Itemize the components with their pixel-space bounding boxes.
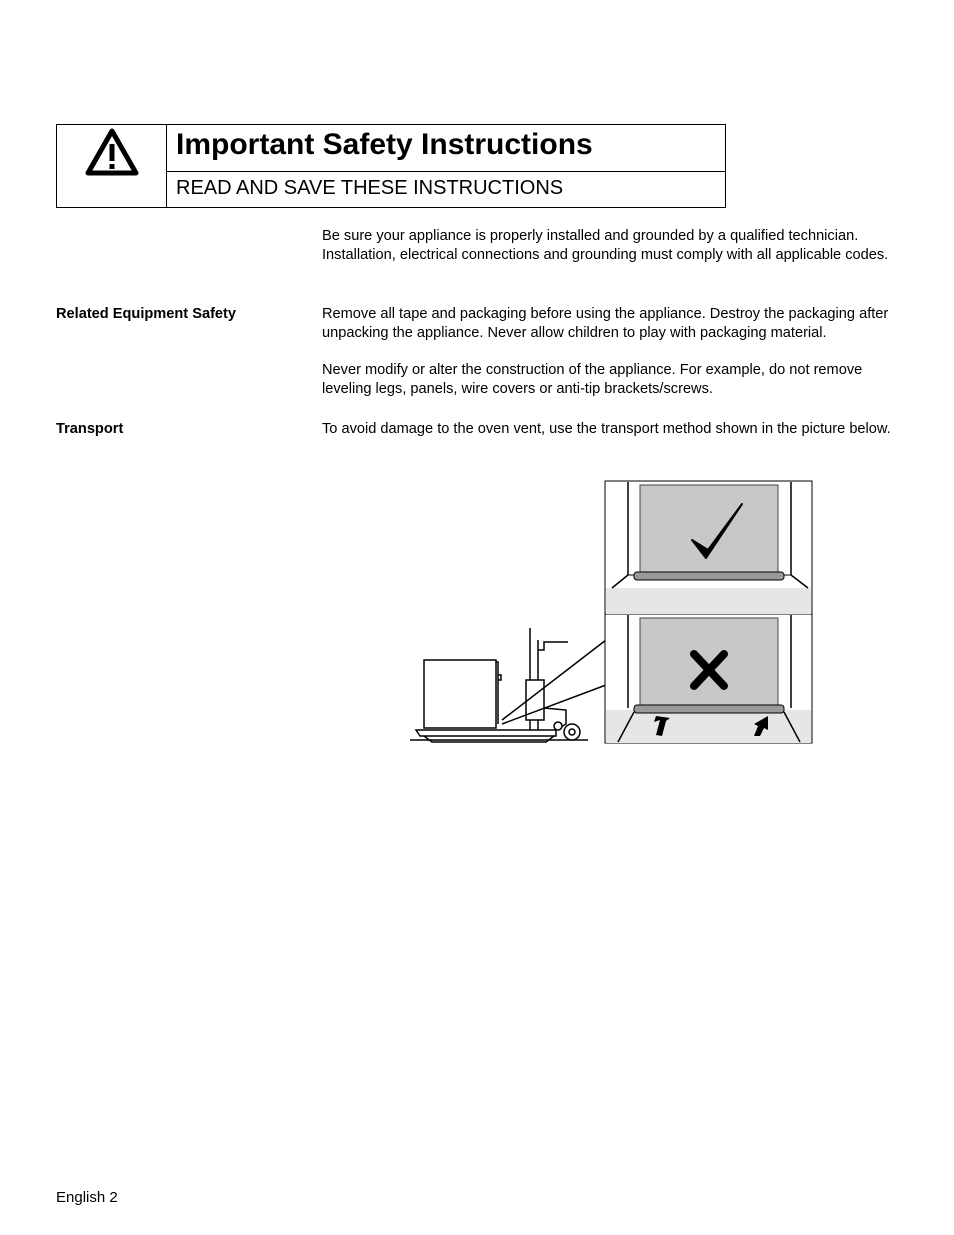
related-equipment-paragraph-2: Never modify or alter the construction of the appliance. For example, do not remove leveling legs, panels, wire covers or anti-tip brackets/screws. bbox=[322, 362, 863, 397]
safety-header bbox=[56, 124, 726, 208]
transport-label: Transport bbox=[56, 421, 124, 437]
transport-illustration bbox=[406, 480, 814, 744]
transport-paragraph: To avoid damage to the oven vent, use the transport method shown in the picture below. bbox=[322, 421, 891, 437]
related-equipment-label: Related Equipment Safety bbox=[56, 306, 237, 322]
header-text-cell bbox=[167, 125, 725, 207]
pallet-jack-icon bbox=[410, 628, 606, 742]
header-icon-cell bbox=[57, 125, 167, 207]
intro-paragraph: Be sure your appliance is properly installed and grounded by a qualified technician. Installation, electrical connections and grounding must comply with all applicable codes. bbox=[322, 228, 889, 263]
page-subtitle: READ AND SAVE THESE INSTRUCTIONS bbox=[176, 177, 564, 199]
page-title: Important Safety Instructions bbox=[167, 125, 725, 172]
related-equipment-paragraph-1: Remove all tape and packaging before using the appliance. Destroy the packaging after unpacking the appliance. Never allow children to play with packaging material. bbox=[322, 306, 889, 341]
warning-triangle-icon bbox=[84, 127, 140, 177]
transport-figure bbox=[406, 480, 814, 744]
page-footer: English 2 bbox=[56, 1189, 118, 1206]
